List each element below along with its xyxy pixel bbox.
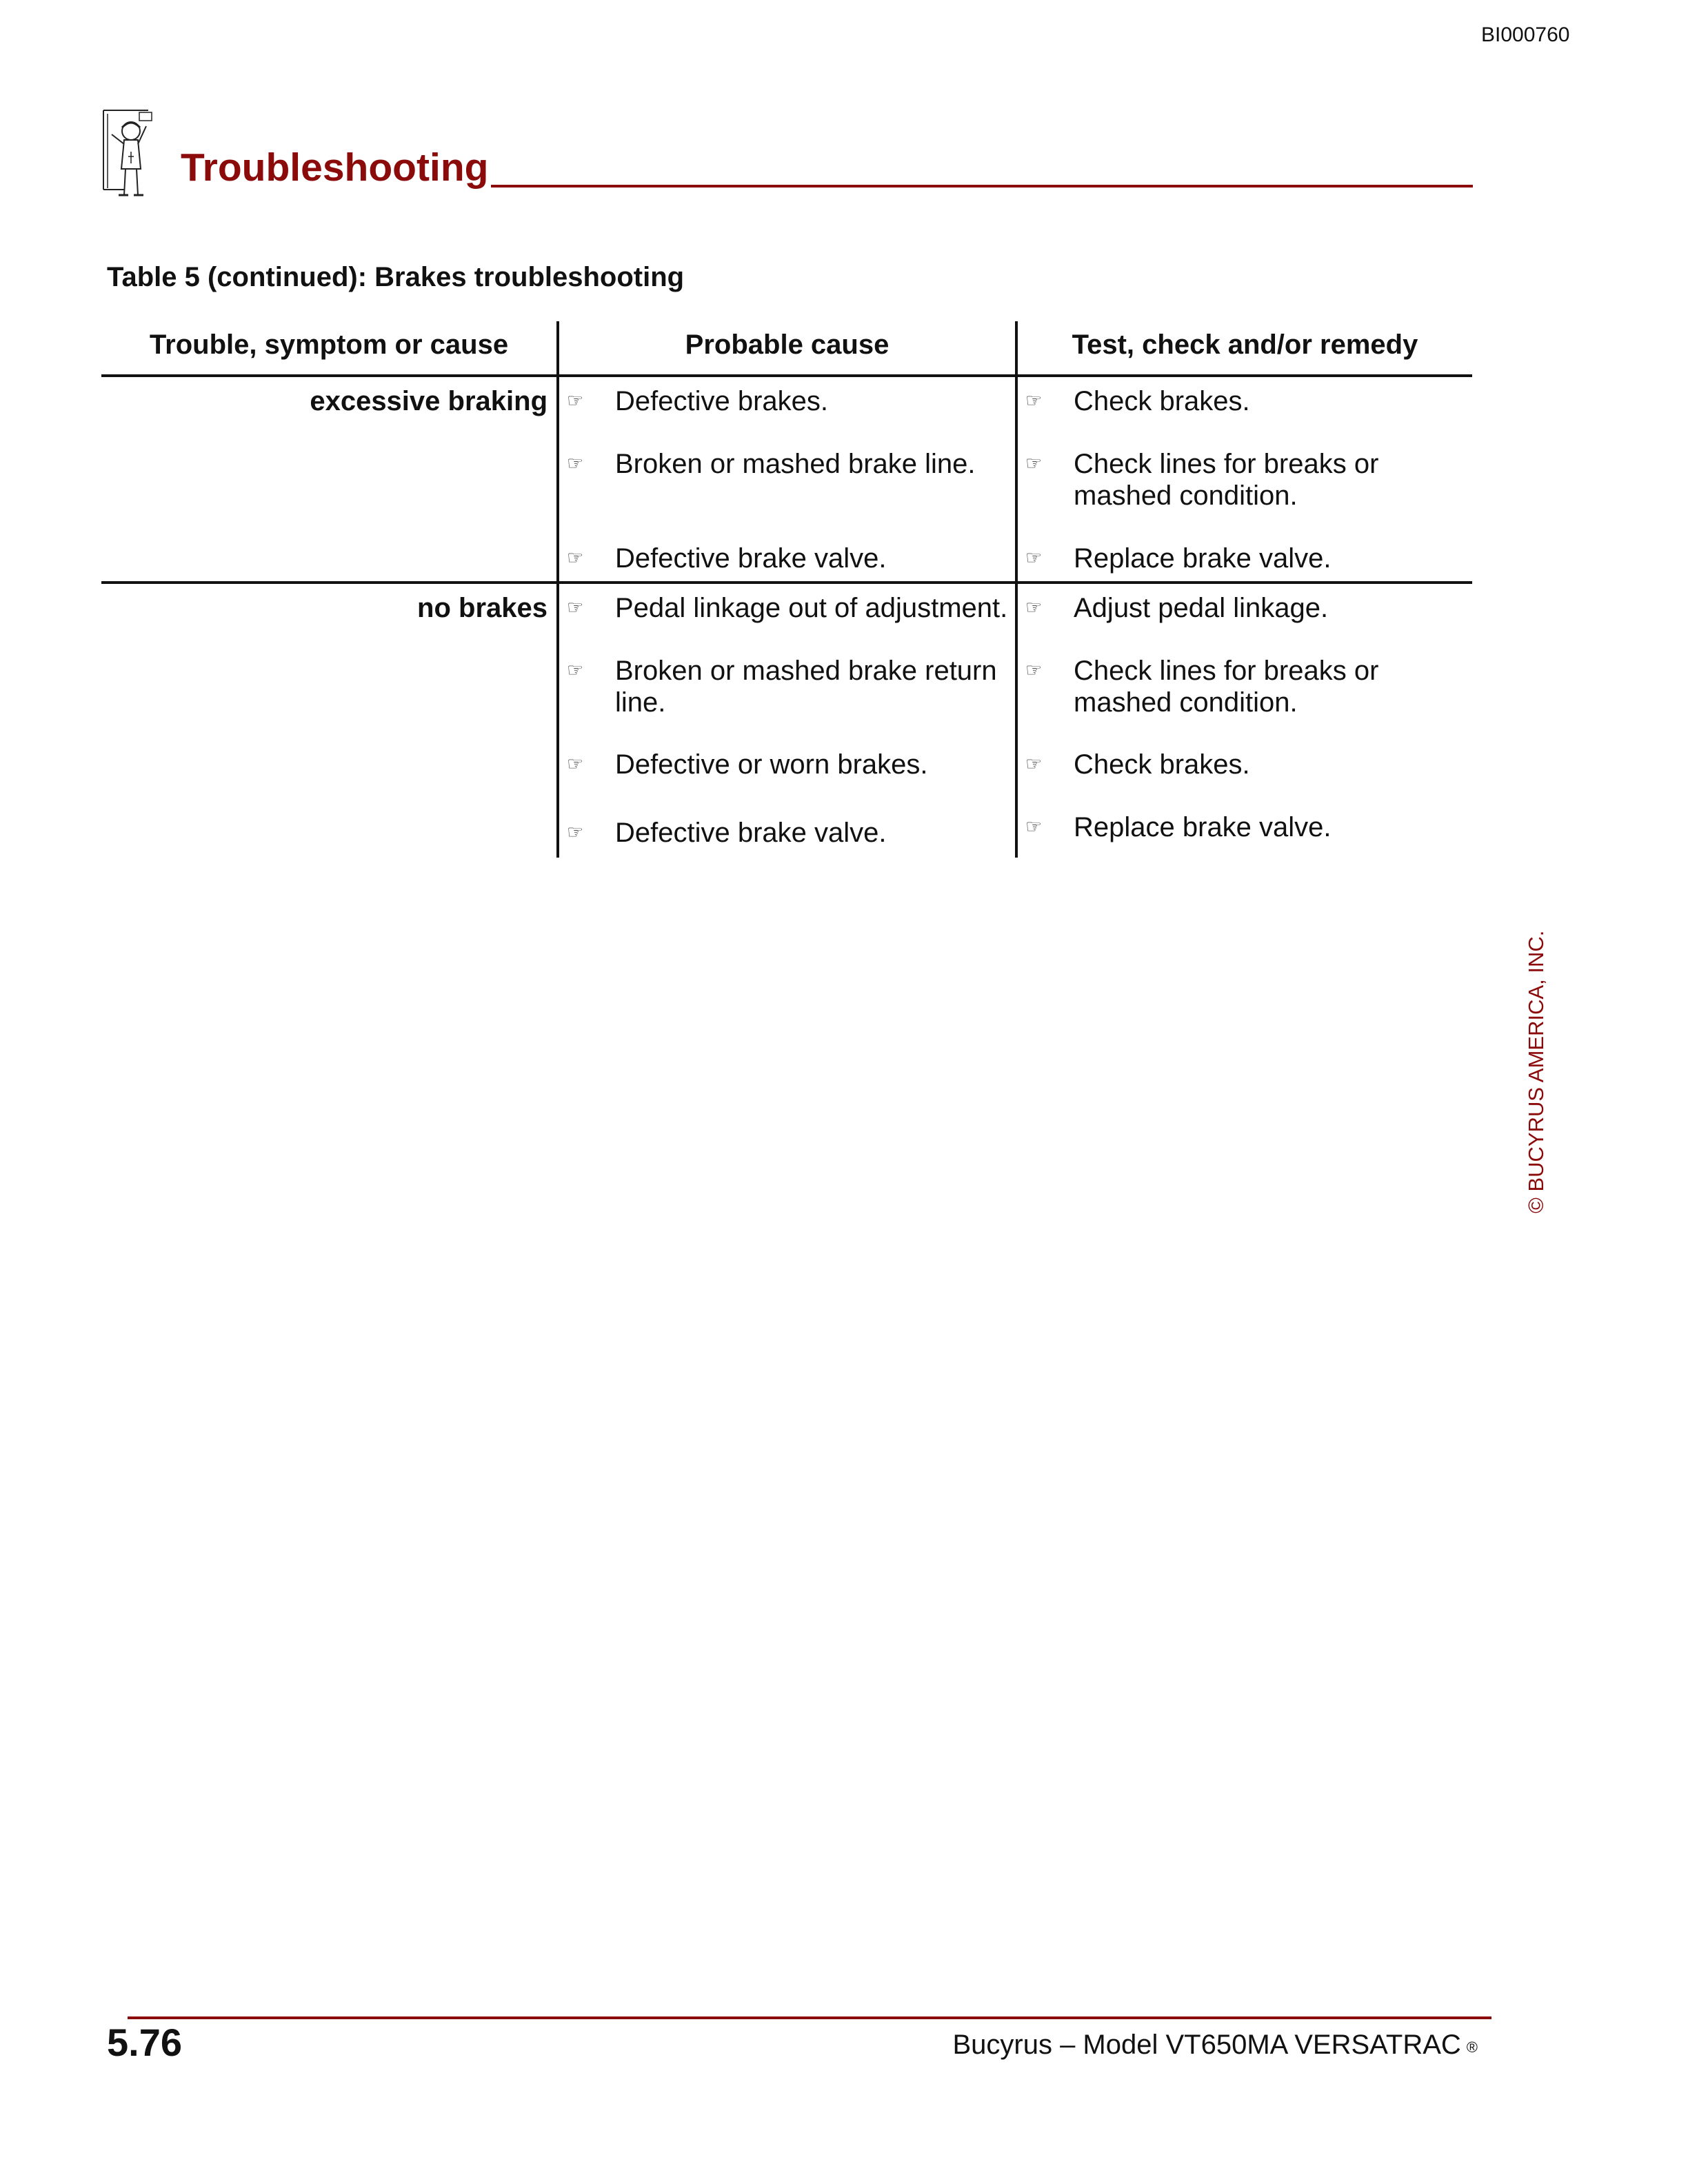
column-header-trouble: Trouble, symptom or cause xyxy=(149,330,509,360)
remedy: Check brakes. xyxy=(1074,386,1250,416)
probable-cause: Broken or mashed brake return line. xyxy=(615,656,997,718)
trouble-no-brakes: no brakes xyxy=(417,593,547,623)
registered-mark: ® xyxy=(1466,2039,1478,2056)
chapter-title: Troubleshooting xyxy=(181,145,489,190)
group-divider xyxy=(101,581,1472,584)
document-id: BI000760 xyxy=(1481,23,1570,46)
column-header-remedy: Test, check and/or remedy xyxy=(1072,330,1418,360)
pointing-hand-icon: ☞ xyxy=(567,822,584,843)
page-number: 5.76 xyxy=(107,2021,182,2064)
pointing-hand-icon: ☞ xyxy=(567,597,584,618)
probable-cause: Defective brake valve. xyxy=(615,543,887,574)
probable-cause: Defective or worn brakes. xyxy=(615,749,928,780)
pointing-hand-icon: ☞ xyxy=(1025,754,1043,775)
pointing-hand-icon: ☞ xyxy=(567,660,584,681)
probable-cause: Defective brake valve. xyxy=(615,818,887,848)
column-divider-2 xyxy=(1015,321,1018,858)
pointing-hand-icon: ☞ xyxy=(1025,453,1043,474)
pointing-hand-icon: ☞ xyxy=(1025,660,1043,681)
pointing-hand-icon: ☞ xyxy=(1025,547,1043,569)
pointing-hand-icon: ☞ xyxy=(567,754,584,775)
header-rule xyxy=(101,374,1472,377)
remedy: Replace brake valve. xyxy=(1074,543,1332,574)
pointing-hand-icon: ☞ xyxy=(567,390,584,412)
column-header-probable-cause: Probable cause xyxy=(685,330,890,360)
pointing-hand-icon: ☞ xyxy=(567,453,584,474)
table-caption: Table 5 (continued): Brakes troubleshooting xyxy=(107,262,685,292)
pointing-hand-icon: ☞ xyxy=(1025,390,1043,412)
column-divider-1 xyxy=(556,321,559,858)
copyright-notice: © BUCYRUS AMERICA, INC. xyxy=(1524,930,1548,1213)
mechanic-figure-icon xyxy=(97,107,165,200)
probable-cause: Broken or mashed brake line. xyxy=(615,449,976,479)
footer-model-text: Bucyrus – Model VT650MA VERSATRAC xyxy=(952,2030,1461,2060)
remedy: Check brakes. xyxy=(1074,749,1250,780)
probable-cause: Defective brakes. xyxy=(615,386,829,416)
remedy: Check lines for breaks or mashed condition. xyxy=(1074,656,1379,718)
footer-model-title xyxy=(952,2030,1478,2061)
remedy: Adjust pedal linkage. xyxy=(1074,593,1329,623)
title-rule xyxy=(491,185,1473,188)
pointing-hand-icon: ☞ xyxy=(1025,597,1043,618)
remedy: Check lines for breaks or mashed condition. xyxy=(1074,449,1379,511)
pointing-hand-icon: ☞ xyxy=(1025,816,1043,838)
remedy: Replace brake valve. xyxy=(1074,812,1332,842)
trouble-excessive-braking: excessive braking xyxy=(310,386,547,416)
probable-cause: Pedal linkage out of adjustment. xyxy=(615,593,1008,623)
pointing-hand-icon: ☞ xyxy=(567,547,584,569)
footer-rule xyxy=(128,2016,1491,2019)
